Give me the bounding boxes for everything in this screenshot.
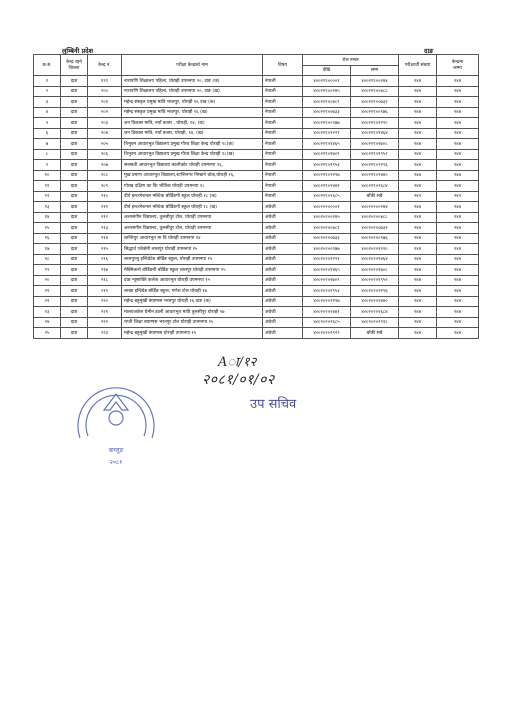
table-row [34,296,479,307]
cell-copies: २४४ [437,107,479,118]
cell-copies: २४२ [437,191,479,202]
cell-center-no: २२१ [88,307,122,318]
cell-copies: २४४ [437,307,479,318]
cell-center-name: दीर्घ इन्टरनेशनल मल्टिक बोर्डिङगी स्कुल घोराही १८ (ख) [122,202,263,213]
cell-subject: नेपाली [263,76,303,87]
cell-total: २४४ [399,139,437,150]
cell-subject: अंग्रेजी [263,328,303,339]
cell-center-no: २११ [88,202,122,213]
cell-total: २४४ [399,181,437,192]
cell-roll-from: ४००२०२००००१ [303,202,351,213]
cell-roll-from: ४००२१९०१७०९ [303,149,351,160]
cell-roll-to: ४००२०२०१२२० [351,244,399,255]
cell-center-name: जन विकास मावि, नयाँ बजार , घोराही, १४, (क) [122,118,263,129]
table-row [34,149,479,160]
cell-district: दाङ [61,76,88,87]
cell-sn: २३ [34,307,61,318]
cell-district: दाङ [61,160,88,171]
cell-roll-to: ४००२०२०१४६४ [351,254,399,265]
table-row [34,128,479,139]
cell-subject: नेपाली [263,191,303,202]
cell-sn: २१ [34,286,61,297]
cell-total: २४४ [399,212,437,223]
cell-total: २४४ [399,76,437,87]
cell-roll-to: ४००२१९००९७६ [351,107,399,118]
cell-roll-from: ४००२१९०१४६५ [303,139,351,150]
cell-subject: नेपाली [263,86,303,97]
cell-copies: २४४ [437,254,479,265]
cell-district: दाङ [61,265,88,276]
cell-copies: २४४ [437,181,479,192]
cell-total: २४४ [399,128,437,139]
cell-sn: ११ [34,181,61,192]
cell-roll-from: ४००२०२०१४६५ [303,265,351,276]
cell-roll-from: ४००२१९०२६८५ [303,191,351,202]
table-row [34,275,479,286]
cell-center-no: २०८ [88,170,122,181]
cell-roll-from: ४००२०२०२१९७ [303,296,351,307]
province-heading: लुम्बिनी प्रदेश [62,47,94,55]
cell-center-no: २०७ [88,160,122,171]
cell-roll-to: ४००२१९०१४६४ [351,128,399,139]
cell-center-no: २२० [88,296,122,307]
col-sn-header: क.स. [34,55,61,76]
cell-center-no: २०६ [88,149,122,160]
table-row [34,307,479,318]
table-row [34,317,479,328]
table-row [34,107,479,118]
cell-center-name: मुख प्रमाण आधारभुत विद्यालय,शान्तिनगर निम्डाने चोक,घोराही १६, [122,170,263,181]
cell-copies: २४४ [437,265,479,276]
cell-sn: ३ [34,97,61,108]
cell-center-no: २१० [88,191,122,202]
cell-center-name: महेन्द्र संस्कृत प्रमुख मावि भरतपुर, घोराही १६ दाङ (क) [122,97,263,108]
cell-center-name: मेक्सिकनो बोर्डिङगी बोर्डिङ स्कुल लालपुर घोराही उपमनपा १५ [122,265,263,276]
cell-copies: २४४ [437,328,479,339]
district-heading: दाङ [424,47,434,55]
cell-copies: २४४ [437,97,479,108]
cell-roll-to: ४००२०२००९७६ [351,233,399,244]
cell-roll-from: ४००२१९००००१ [303,76,351,87]
cell-sn: २५ [34,328,61,339]
cell-copies: २४४ [437,128,479,139]
cell-subject: अंग्रेजी [263,286,303,297]
stamp-place: बाग्लुङ [108,447,124,454]
cell-district: दाङ [61,118,88,129]
cell-roll-to: ४००२१९०१७०८ [351,139,399,150]
cell-center-no: २२३ [88,328,122,339]
cell-total: २४४ [399,254,437,265]
cell-center-no: २१६ [88,254,122,265]
cell-total: २४४ [399,170,437,181]
table-body [34,76,479,339]
cell-district: दाङ [61,139,88,150]
cell-roll-from: ४००२०२००२४५ [303,212,351,223]
cell-roll-from: ४००२१९००७३३ [303,107,351,118]
cell-roll-from: ४००२१९००२४५ [303,86,351,97]
table-row [34,328,479,339]
cell-district: दाङ [61,86,88,97]
cell-total: २४४ [399,97,437,108]
cell-center-no: १९९ [88,76,122,87]
cell-copies: २४४ [437,202,479,213]
cell-total: २४४ [399,86,437,97]
cell-center-name: दीर्घ इन्टरनेशनल मल्टिक बोर्डिङगी स्कुल घोराही १८ (क) [122,191,263,202]
stamp-year: २०८१ [109,459,123,466]
cell-total: २४४ [399,317,437,328]
cell-district: दाङ [61,202,88,213]
cell-sn: १६ [34,233,61,244]
cell-roll-to: ४००२०२००७३२ [351,223,399,234]
cell-roll-to: ४००२१९००२४४ [351,76,399,87]
cell-center-name: नारायणि शिक्षालय पहिला, घोराही उपमनपा १०, दाङ (क) [122,76,263,87]
cell-total: २४४ [399,265,437,276]
cell-subject: नेपाली [263,149,303,160]
cell-sn: २ [34,86,61,97]
cell-district: दाङ [61,128,88,139]
cell-subject: नेपाली [263,160,303,171]
cell-total: २४४ [399,233,437,244]
cell-sn: ९ [34,160,61,171]
cell-total: २४४ [399,202,437,213]
col-district-header [61,55,88,76]
cell-copies: २४४ [437,296,479,307]
table-row [34,254,479,265]
cell-subject: अंग्रेजी [263,275,303,286]
cell-roll-to: ४००२०२०२१९६ [351,286,399,297]
stamp-emblem-circle [109,411,123,425]
cell-district: दाङ [61,328,88,339]
cell-district: दाङ [61,244,88,255]
table-row [34,265,479,276]
cell-center-no: २१३ [88,223,122,234]
cell-roll-from: ४००२१९०१२२१ [303,128,351,139]
table-row [34,86,479,97]
cell-subject: अंग्रेजी [263,296,303,307]
table-row [34,160,479,171]
cell-roll-to: ४००२०२०२६८४ [351,307,399,318]
table-row [34,233,479,244]
cell-roll-from: ४००२०२००४८९ [303,223,351,234]
table-row [34,170,479,181]
cell-roll-to: ४००२०२००४८८ [351,212,399,223]
cell-center-name: राप्ती शिक्षा क्याम्पस भरतपुर टोल घोराही उपमनपा १५ [122,317,263,328]
cell-roll-from: ४००२१९०२१९७ [303,170,351,181]
cell-district: दाङ [61,296,88,307]
cell-roll-to: ४००२०२०२९२८ [351,317,399,328]
cell-roll-from: ४००२०२०१२२१ [303,254,351,265]
table-row [34,286,479,297]
cell-district: दाङ [61,107,88,118]
cell-roll-to: बाँकी सबै [351,328,399,339]
government-stamp [66,376,166,472]
cell-center-name: मालवजकेरु ग्रेमीन डाली आधारभुत मावि तुलसीपुर घोराही १७ [122,307,263,318]
cell-total: २४४ [399,328,437,339]
cell-subject: अंग्रेजी [263,254,303,265]
cell-sn: २४ [34,317,61,328]
cell-total: २४२ [399,191,437,202]
cell-roll-from: ४००२०२०२६८५ [303,317,351,328]
cell-center-name: महेन्द्र बहुमुखी क्याम्पस घोराही उपमनपा १५ [122,328,263,339]
cell-total: २४४ [399,118,437,129]
cell-roll-to: ४००२१९००४८८ [351,86,399,97]
cell-center-name: जन विकास मावि, नयाँ बजार, घोराही, १४, (ख) [122,128,263,139]
cell-district: दाङ [61,317,88,328]
table-row [34,202,479,213]
cell-subject: नेपाली [263,128,303,139]
cell-center-no: २०४ [88,128,122,139]
cell-sn: ८ [34,149,61,160]
cell-total: २४४ [399,296,437,307]
col-copies-header [437,55,479,76]
cell-sn: १५ [34,223,61,234]
cell-center-name: महेन्द्र संस्कृत प्रमुख मावि भरतपुर, घोराही १६ (ख) [122,107,263,118]
cell-district: दाङ [61,233,88,244]
cell-center-no: २२२ [88,317,122,328]
col-district-line1: केन्द्र रहने [66,60,82,65]
cell-copies: २४४ [437,244,479,255]
col-district-line2: जिल्ला [68,66,80,71]
col-roll-from-header: देखि [303,65,351,76]
cell-copies: २४४ [437,76,479,87]
cell-center-name: त्रिभुवन आधारभुत विद्यालय प्रमुख गौरव शिक्षा केन्द्र घोराही १८(ख) [122,149,263,160]
cell-subject: अंग्रेजी [263,317,303,328]
col-roll-header: रोल नम्बर [303,55,399,66]
signature [202,352,275,389]
table-row [34,244,479,255]
cell-sn: १० [34,170,61,181]
col-copies-line2: जम्मा [453,66,462,71]
table-row [34,139,479,150]
cell-sn: ४ [34,107,61,118]
cell-district: दाङ [61,191,88,202]
table-row [34,191,479,202]
cell-center-no: २१५ [88,244,122,255]
cell-roll-to: ४००२१९०१२२० [351,118,399,129]
cell-roll-to: ४००२१९०१९५२ [351,149,399,160]
cell-district: दाङ [61,286,88,297]
cell-roll-to: ४००२०२००२४४ [351,202,399,213]
cell-subject: अंग्रेजी [263,307,303,318]
cell-subject: अंग्रेजी [263,244,303,255]
col-total-header: परीक्षार्थी संख्या [399,55,437,76]
cell-roll-from: ४००२०२००७३३ [303,233,351,244]
cell-sn: १३ [34,202,61,213]
cell-center-name: नारायणि शिक्षालय पहिला, घोराही उपमनपा १०, दाङ (ख) [122,86,263,97]
table-header-row [34,55,479,66]
cell-roll-from: ४००२१९००९७७ [303,118,351,129]
cell-roll-to: ४००२१९०२४४० [351,170,399,181]
cell-roll-to: बाँकी सबै [351,191,399,202]
cell-roll-from: ४००२०२०१९५३ [303,286,351,297]
cell-subject: नेपाली [263,181,303,192]
cell-roll-to: ४००२०२०१७०८ [351,265,399,276]
cell-copies: २४४ [437,86,479,97]
col-center-no-header: केन्द्र नं. [88,55,122,76]
cell-sn: १२ [34,191,61,202]
cell-center-name: अल्पसंगीन विद्यालय, तुलसीपुर टोल, घोराही उपमनपा [122,223,263,234]
col-copies-line1: केन्द्रमा [451,60,464,65]
cell-subject: नेपाली [263,139,303,150]
cell-total: २४४ [399,244,437,255]
cell-roll-to: ४००२०२०२४४० [351,296,399,307]
table-row [34,212,479,223]
cell-roll-to: ४००२१९००७३२ [351,97,399,108]
cell-center-name: शान्तिपुर आधारभुत मा वि घोराही उपमनपा १४ [122,233,263,244]
cell-subject: अंग्रेजी [263,202,303,213]
cell-total: २४४ [399,286,437,297]
cell-district: दाङ [61,97,88,108]
table-row [34,118,479,129]
cell-center-name: लाखा इन्टिग्रेड बोर्डिङ स्कुल, गणेश टोल घोराही १७ [122,286,263,297]
cell-sn: ५ [34,118,61,129]
cell-subject: नेपाली [263,97,303,108]
cell-sn: १ [34,76,61,87]
cell-district: दाङ [61,275,88,286]
cell-total: २४४ [399,160,437,171]
cell-copies: २४४ [437,223,479,234]
cell-center-no: २०० [88,86,122,97]
cell-copies: २४४ [437,118,479,129]
cell-copies: २४४ [437,286,479,297]
cell-district: दाङ [61,307,88,318]
cell-copies: २४४ [437,317,479,328]
cell-center-name: अल्पसंगीन विद्यालय, तुलसीपुर टोल, घोराही उपमनपा [122,212,263,223]
cell-total: २४४ [399,107,437,118]
cell-subject: अंग्रेजी [263,212,303,223]
cell-sn: १९ [34,265,61,276]
cell-copies: २४४ [437,160,479,171]
table-row [34,223,479,234]
cell-center-no: २०३ [88,118,122,129]
signatory-title: उप सचिव [250,397,297,412]
cell-roll-from: ४००२०२०१७०९ [303,275,351,286]
cell-copies: २४४ [437,170,479,181]
cell-center-no: २१८ [88,275,122,286]
cell-district: दाङ [61,149,88,160]
cell-center-no: २०२ [88,107,122,118]
cell-center-name: महेन्द्र बहुमुखी क्याम्पस भरतपुर घोराही १६ दाङ (क) [122,296,263,307]
cell-center-no: २०५ [88,139,122,150]
cell-copies: २४४ [437,212,479,223]
cell-sn: ७ [34,139,61,150]
cell-copies: २४४ [437,275,479,286]
col-center-name-header: परीक्षा केन्द्रको नाम [122,55,263,76]
cell-roll-from: ४००२१९००४८९ [303,97,351,108]
cell-sn: ६ [34,128,61,139]
cell-center-no: २१४ [88,233,122,244]
cell-roll-to: ४००२०२०१९५२ [351,275,399,286]
cell-sn: २० [34,275,61,286]
cell-copies: २४४ [437,149,479,160]
cell-roll-from: ४००२१९०२४४१ [303,181,351,192]
cell-roll-to: ४००२१९०२१९६ [351,160,399,171]
cell-district: दाङ [61,212,88,223]
cell-center-no: २१२ [88,212,122,223]
cell-subject: नेपाली [263,118,303,129]
cell-roll-from: ४००२०२००९७७ [303,244,351,255]
signature-date: २०८१/०१/०२ [202,372,275,388]
cell-sn: २२ [34,296,61,307]
cell-district: दाङ [61,254,88,265]
cell-subject: नेपाली [263,170,303,181]
col-roll-to-header: सम्म [351,65,399,76]
cell-roll-from: ४००२०२०२९२९ [303,328,351,339]
cell-roll-to: ४००२१९०२६८४ [351,181,399,192]
col-subject-header: विषय [263,55,303,76]
table-row [34,76,479,87]
cell-center-name: लालपुरत्तु इन्टिग्रेटेड बोर्डिङ स्कुल, घोराही उपमनपा १५ [122,254,263,265]
cell-district: दाङ [61,223,88,234]
cell-sn: १८ [34,254,61,265]
cell-total: २४४ [399,223,437,234]
table-row [34,181,479,192]
cell-district: दाङ [61,170,88,181]
cell-center-name: दाङ न्यूसाक्ति कलेज आधारभुत घोराही उपमनपा १५ [122,275,263,286]
cell-copies: २४४ [437,139,479,150]
cell-roll-from: ४००२०२०२४४१ [303,307,351,318]
cell-subject: अंग्रेजी [263,233,303,244]
cell-sn: १४ [34,212,61,223]
cell-center-name: गोरख दक्षिण का कि भौतिक घोराही उपमनपा १८ [122,181,263,192]
cell-center-no: २१७ [88,265,122,276]
cell-total: २४४ [399,275,437,286]
cell-center-no: २०१ [88,97,122,108]
cell-total: २४४ [399,307,437,318]
cell-center-name: त्रिभुवन आधारभुत विद्यालय प्रमुख गौरव शिक्षा केन्द्र घोराही १८(क) [122,139,263,150]
cell-center-name: सिद्धार्थ एकेडेमी लालपुर घोराही उपमनपा १५ [122,244,263,255]
cell-total: २४४ [399,149,437,160]
cell-subject: अंग्रेजी [263,265,303,276]
cell-copies: २४४ [437,233,479,244]
cell-roll-from: ४००२१९०१९५३ [303,160,351,171]
cell-center-name: सरस्वती आधारभुत विद्यालय कालीकोट घोराही उपमनपा १६, [122,160,263,171]
cell-subject: अंग्रेजी [263,223,303,234]
table-row [34,97,479,108]
cell-district: दाङ [61,181,88,192]
cell-subject: नेपाली [263,107,303,118]
cell-sn: १७ [34,244,61,255]
signature-scrawl: Aा/१२ [218,355,257,370]
cell-center-no: २०९ [88,181,122,192]
exam-center-table [33,54,479,339]
cell-center-no: २१९ [88,286,122,297]
